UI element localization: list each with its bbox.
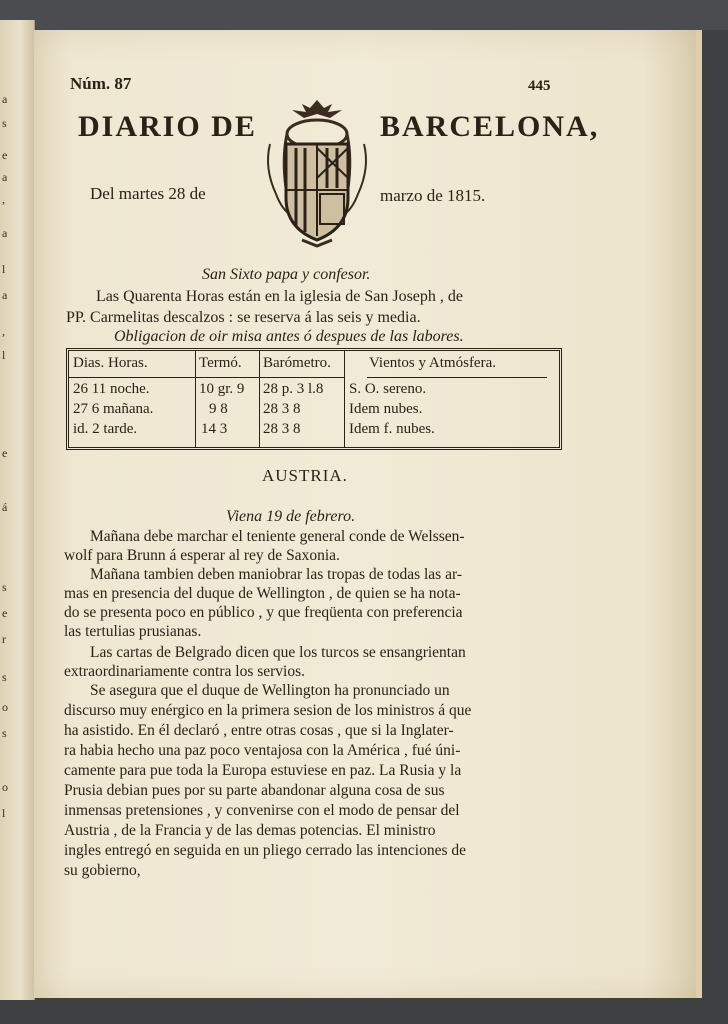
edge-char: s [2,670,7,684]
article-line: camente para pue toda la Europa estuviese en paz. La Rusia y la [64,762,462,779]
table-cell: Idem f. nubes. [349,421,435,437]
table-cell: Idem nubes. [349,401,423,417]
table-cell: 27 6 mañana. [73,401,154,417]
article-line: Las cartas de Belgrado dicen que los turcos se ensangrientan [90,644,466,661]
edge-char: a [2,288,8,302]
edge-char: l [2,262,6,276]
intro-line: PP. Carmelitas descalzos : se reserva á las seis y media. [66,309,421,326]
newspaper-page [34,30,699,998]
article-line: Prusia debian pues por su parte abandonar alguna cosa de sus [64,782,445,799]
issue-number: Núm. 87 [70,74,132,93]
masthead-title-left: DIARIO DE [78,110,257,143]
table-header-rule [69,377,344,378]
edge-char: e [2,446,8,460]
edge-char: o [2,700,8,714]
edge-char: l [2,348,6,362]
dateline: Viena 19 de febrero. [226,508,356,525]
table-cell: id. 2 tarde. [73,421,138,437]
date-line-right: marzo de 1815. [380,186,486,205]
table-header-rule [367,377,547,378]
table-cell: 26 11 noche. [73,381,150,397]
table-header: Dias. Horas. [73,355,148,371]
edge-char: , [2,192,5,206]
masthead-title-right: BARCELONA, [380,110,600,143]
table-cell: 28 p. 3 l.8 [263,381,324,397]
table-cell: 14 3 [201,421,228,437]
background-top [0,0,728,30]
article-line: ingles entregó en seguida en un pliego cerrado las intenciones de [64,842,467,859]
article-line: wolf para Brunn á esperar al rey de Saxonia. [64,547,340,564]
edge-char: s [2,116,7,130]
article-line: discurso muy enérgico en la primera sesion de los ministros á que [64,702,472,719]
table-cell: 28 3 8 [263,421,301,437]
intro-line: Las Quarenta Horas están en la iglesia de San Joseph , de [96,288,463,305]
article-line: mas en presencia del duque de Wellington , de quien se ha nota- [64,585,461,602]
article-line: ra habia hecho una paz poco ventajosa con la América , fué úni- [64,742,461,759]
section-title: AUSTRIA. [262,466,348,485]
edge-char: a [2,92,8,106]
edge-char: a [2,170,8,184]
article-line: extraordinariamente contra los servios. [64,663,306,680]
article-line: su gobierno, [64,862,141,879]
edge-char: e [2,148,8,162]
edge-char: s [2,580,7,594]
article-line: Se asegura que el duque de Wellington ha pronunciado un [90,682,450,699]
edge-char: e [2,606,8,620]
table-header: Barómetro. [263,355,331,371]
intro-line: Obligacion de oir misa antes ó despues de las labores. [114,328,464,345]
table-header: Termó. [199,355,242,371]
table-cell: 10 gr. 9 [199,381,245,397]
date-line-left: Del martes 28 de [90,184,206,203]
edge-char: s [2,726,7,740]
edge-char: o [2,780,8,794]
saint-of-day: San Sixto papa y confesor. [202,266,371,283]
page-number: 445 [528,78,551,94]
coat-of-arms-icon [262,98,372,248]
edge-char: a [2,226,8,240]
edge-char: r [2,632,6,646]
table-cell: 28 3 8 [263,401,301,417]
table-divider [344,351,345,447]
table-cell: 9 8 [209,401,228,417]
left-page-edge [0,20,35,1000]
article-line: ha asistido. En él declaró , entre otras cosas , que si la Inglater- [64,722,454,739]
table-header: Vientos y Atmósfera. [369,355,496,371]
article-line: las tertulias prusianas. [64,623,202,640]
article-line: Austria , de la Francia y de las demas potencias. El ministro [64,822,436,839]
weather-table [66,348,562,450]
edge-char: l [2,806,6,820]
article-line: inmensas pretensiones , y convenirse con el modo de pensar del [64,802,460,819]
article-line: Mañana tambien deben maniobrar las tropas de todas las ar- [90,566,462,583]
article-line: Mañana debe marchar el teniente general conde de Welssen- [90,528,465,545]
edge-char: á [2,500,8,514]
article-line: do se presenta poco en público , y que freqüenta con preferencia [64,604,463,621]
table-divider [259,351,260,447]
table-cell: S. O. sereno. [349,381,427,397]
edge-char: , [2,324,5,338]
page-edge-strip [696,30,702,998]
table-divider [195,351,196,447]
